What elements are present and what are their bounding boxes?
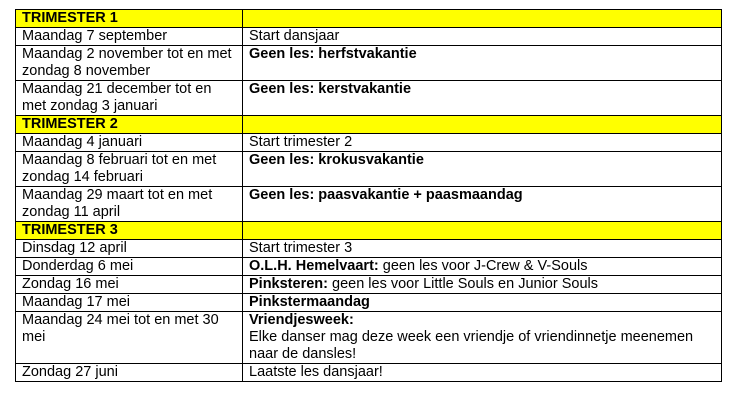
info-cell — [243, 276, 722, 294]
info-text: geen les voor Little Souls en Junior Souls — [327, 276, 599, 292]
section-empty-cell — [243, 222, 722, 240]
date-cell: Donderdag 6 mei — [16, 258, 243, 276]
section-label: TRIMESTER 1 — [16, 10, 243, 28]
info-bold-text: Geen les: krokusvakantie — [249, 152, 424, 168]
info-cell — [243, 258, 722, 276]
section-row — [16, 116, 722, 134]
table-row — [16, 312, 722, 364]
info-bold-text: Vriendjesweek: — [249, 312, 354, 328]
date-cell: Maandag 29 maart tot en met zondag 11 april — [16, 187, 243, 222]
table-row — [16, 28, 722, 46]
info-text: Laatste les dansjaar! — [249, 364, 383, 380]
info-cell — [243, 152, 722, 187]
table-row — [16, 258, 722, 276]
table-row — [16, 187, 722, 222]
info-text: Start trimester 3 — [249, 240, 353, 256]
info-bold-text: Pinkstermaandag — [249, 294, 370, 310]
date-cell: Maandag 2 november tot en met zondag 8 november — [16, 46, 243, 81]
table-row — [16, 81, 722, 116]
schedule-container — [15, 9, 722, 382]
info-cell — [243, 81, 722, 116]
schedule-table — [15, 9, 722, 382]
section-row — [16, 222, 722, 240]
date-cell: Maandag 8 februari tot en met zondag 14 februari — [16, 152, 243, 187]
section-empty-cell — [243, 116, 722, 134]
section-label: TRIMESTER 3 — [16, 222, 243, 240]
info-bold-text: Geen les: kerstvakantie — [249, 81, 412, 97]
section-label: TRIMESTER 2 — [16, 116, 243, 134]
table-row — [16, 152, 722, 187]
date-cell: Maandag 4 januari — [16, 134, 243, 152]
info-bold-text: O.L.H. Hemelvaart: — [249, 258, 379, 274]
table-row — [16, 240, 722, 258]
section-row — [16, 10, 722, 28]
date-cell: Maandag 7 september — [16, 28, 243, 46]
info-cell — [243, 364, 722, 382]
info-text: Start trimester 2 — [249, 134, 353, 150]
info-bold-text: Geen les: herfstvakantie — [249, 46, 417, 62]
info-bold-text: Geen les: paasvakantie + paasmaandag — [249, 187, 523, 203]
date-cell: Maandag 21 december tot en met zondag 3 januari — [16, 81, 243, 116]
date-cell: Zondag 27 juni — [16, 364, 243, 382]
info-bold-text: Pinksteren: — [249, 276, 328, 292]
table-row — [16, 364, 722, 382]
date-cell: Maandag 24 mei tot en met 30 mei — [16, 312, 243, 364]
info-cell — [243, 240, 722, 258]
info-cell — [243, 28, 722, 46]
info-cell — [243, 187, 722, 222]
date-cell: Dinsdag 12 april — [16, 240, 243, 258]
table-row — [16, 294, 722, 312]
table-row — [16, 134, 722, 152]
info-cell — [243, 294, 722, 312]
date-cell: Maandag 17 mei — [16, 294, 243, 312]
info-text: Start dansjaar — [249, 28, 340, 44]
table-row — [16, 276, 722, 294]
date-cell: Zondag 16 mei — [16, 276, 243, 294]
info-text: geen les voor J-Crew & V-Souls — [378, 258, 588, 274]
table-row — [16, 46, 722, 81]
info-cell — [243, 312, 722, 364]
info-cell — [243, 46, 722, 81]
section-empty-cell — [243, 10, 722, 28]
info-cell — [243, 134, 722, 152]
info-note-text: Elke danser mag deze week een vriendje of vriendinnetje meenemen naar de dansles! — [249, 329, 694, 362]
